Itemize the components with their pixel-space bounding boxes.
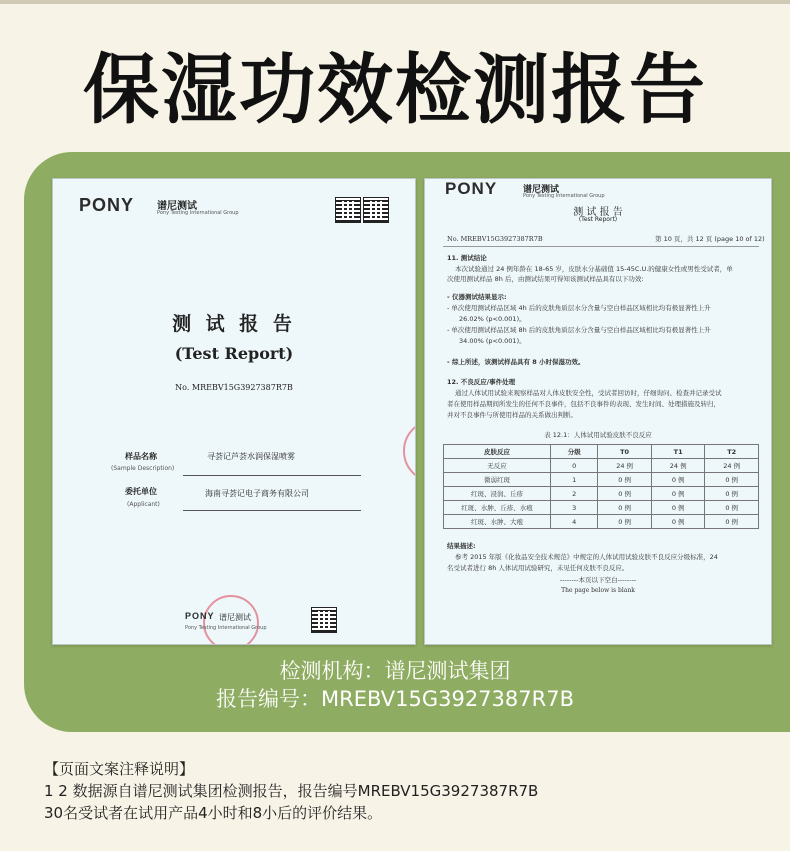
table-cell: 0 例 <box>598 487 652 501</box>
report-heading-en: (Test Report) <box>578 216 618 223</box>
table-header-row <box>444 445 759 459</box>
table-row <box>444 459 759 473</box>
notes-line: 30名受试者在试用产品4小时和8小后的评价结果。 <box>44 804 383 822</box>
logo-cn-footer: 谱尼测试 <box>219 613 251 622</box>
logo-en: Pony Testing International Group <box>523 193 605 199</box>
table-cell: 3 <box>551 501 598 515</box>
table-cell: 0 例 <box>705 487 759 501</box>
table-cell: 0 例 <box>705 515 759 529</box>
table-cell: 0 例 <box>651 515 705 529</box>
table-header-cell: T2 <box>705 445 759 459</box>
table-cell: 24 例 <box>705 459 759 473</box>
instrument-result-line: - 单次使用测试样品区域 4h 后的皮肤角质层水分含量与空白样品区域相比均有极显著性上升 <box>447 304 711 312</box>
pony-logo-footer: PONY <box>185 611 215 621</box>
table-cell: 2 <box>551 487 598 501</box>
report-heading-cn: 测 试 报 告 <box>573 207 623 218</box>
table-header-cell: T0 <box>598 445 652 459</box>
section-11-title: 11. 测试结论 <box>447 254 487 262</box>
section-12-title: 12. 不良反应/事件处理 <box>447 378 516 386</box>
instrument-result-line: 34.00% (p<0.001)。 <box>459 337 526 345</box>
table-cell: 红斑、水肿、大疱 <box>444 515 551 529</box>
report-heading-en: (Test Report) <box>174 344 294 363</box>
underline <box>183 510 361 511</box>
table-header-cell: 分级 <box>551 445 598 459</box>
applicant-label-en: (Applicant) <box>127 501 160 508</box>
table-row <box>444 501 759 515</box>
table-cell: 24 例 <box>651 459 705 473</box>
table-cell: 0 例 <box>705 473 759 487</box>
table-cell: 24 例 <box>598 459 652 473</box>
report-heading-cn: 测 试 报 告 <box>172 313 296 335</box>
report-cover-document <box>52 178 416 645</box>
blank-page-note-cn: --------本页以下空白-------- <box>559 576 637 584</box>
adverse-reaction-table <box>443 444 759 529</box>
report-number-caption: 报告编号：MREBV15G3927387R7B <box>216 687 574 711</box>
table-row <box>444 473 759 487</box>
table-cell: 0 例 <box>598 515 652 529</box>
section-12-line: 并对不良事件与所使用样品的关系做出判断。 <box>447 411 577 419</box>
table-header-cell: T1 <box>651 445 705 459</box>
table-caption: 表 12.1：人体试用试验皮肤不良反应 <box>544 431 652 439</box>
table-cell: 0 例 <box>598 473 652 487</box>
section-11-line: 本次试验通过 24 例年龄在 18-65 岁，皮肤水分基础值 15-45C.U.的健康女性或男性受试者，单 <box>455 265 733 273</box>
table-cell: 0 例 <box>598 501 652 515</box>
conclusion-line: 名受试者进行 8h 人体试用试验研究，未见任何皮肤不良反应。 <box>447 564 629 572</box>
divider <box>443 246 759 247</box>
section-12-line: 者在使用样品期间所发生的任何不良事件，包括不良事件的表现、发生时间、处理措施及转归， <box>447 400 720 408</box>
report-number: No. MREBV15G3927387R7B <box>447 235 543 243</box>
applicant-value: 海南寻荟记电子商务有限公司 <box>205 489 309 498</box>
table-cell: 4 <box>551 515 598 529</box>
qr-code-icon <box>335 197 361 223</box>
section-11-line: 次使用测试样品 8h 后，由测试结果可得知该测试样品具有以下功效: <box>447 275 644 283</box>
blank-page-note-en: The page below is blank <box>561 587 635 594</box>
table-cell: 0 例 <box>651 473 705 487</box>
pony-logo: PONY <box>79 195 135 215</box>
table-cell: 0 例 <box>651 487 705 501</box>
sample-label-cn: 样品名称 <box>125 452 157 461</box>
testing-institution: 检测机构：谱尼测试集团 <box>279 659 511 683</box>
instrument-results-title: - 仪器测试结果显示: <box>447 293 507 301</box>
instrument-result-line: 26.02% (p<0.001)。 <box>459 315 526 323</box>
conclusion-title: 结果描述: <box>447 542 476 550</box>
page-info: 第 10 页，共 12 页 (page 10 of 12) <box>655 235 765 243</box>
pony-logo: PONY <box>445 179 498 198</box>
summary-line: - 综上所述，该测试样品具有 8 小时保湿功效。 <box>447 358 585 366</box>
qr-code-icon <box>311 607 337 633</box>
notes-line: 1 2 数据源自谱尼测试集团检测报告，报告编号MREBV15G3927387R7B <box>44 782 539 800</box>
logo-cn: 谱尼测试 <box>157 201 197 212</box>
page-title: 保湿功效检测报告 <box>83 45 707 134</box>
section-12-line: 通过人体试用试验来观察样品对人体皮肤安全性，受试者回访时，仔细询问、检查并记录受试 <box>455 389 722 397</box>
logo-en: Pony Testing International Group <box>157 210 239 216</box>
table-cell: 0 <box>551 459 598 473</box>
table-cell: 微弱红斑 <box>444 473 551 487</box>
sample-label-en: (Sample Description) <box>111 465 175 472</box>
report-page-document <box>424 178 772 645</box>
underline <box>183 475 361 476</box>
table-cell: 红斑、浸润、丘疹 <box>444 487 551 501</box>
qr-code-icon <box>363 197 389 223</box>
table-cell: 1 <box>551 473 598 487</box>
report-number: No. MREBV15G3927387R7B <box>175 383 293 392</box>
red-seal-stamp <box>403 419 416 483</box>
table-cell: 红斑、水肿、丘疹、水疱 <box>444 501 551 515</box>
conclusion-line: 参考 2015 年版《化妆品安全技术规范》中规定的人体试用试验皮肤不良反应分级标准，24 <box>455 553 718 561</box>
table-cell: 无反应 <box>444 459 551 473</box>
table-row <box>444 487 759 501</box>
table-cell: 0 例 <box>705 501 759 515</box>
table-cell: 0 例 <box>651 501 705 515</box>
logo-en-footer: Pony Testing International Group <box>185 625 267 631</box>
table-row <box>444 515 759 529</box>
applicant-label-cn: 委托单位 <box>125 487 157 496</box>
instrument-result-line: - 单次使用测试样品区域 8h 后的皮肤角质层水分含量与空白样品区域相比均有极显著性上升 <box>447 326 711 334</box>
notes-title: 【页面文案注释说明】 <box>44 760 195 778</box>
top-border <box>0 0 790 4</box>
sample-value: 寻荟记芦荟水润保湿喷雾 <box>207 452 295 461</box>
table-header-cell: 皮肤反应 <box>444 445 551 459</box>
logo-cn: 谱尼测试 <box>523 185 560 195</box>
